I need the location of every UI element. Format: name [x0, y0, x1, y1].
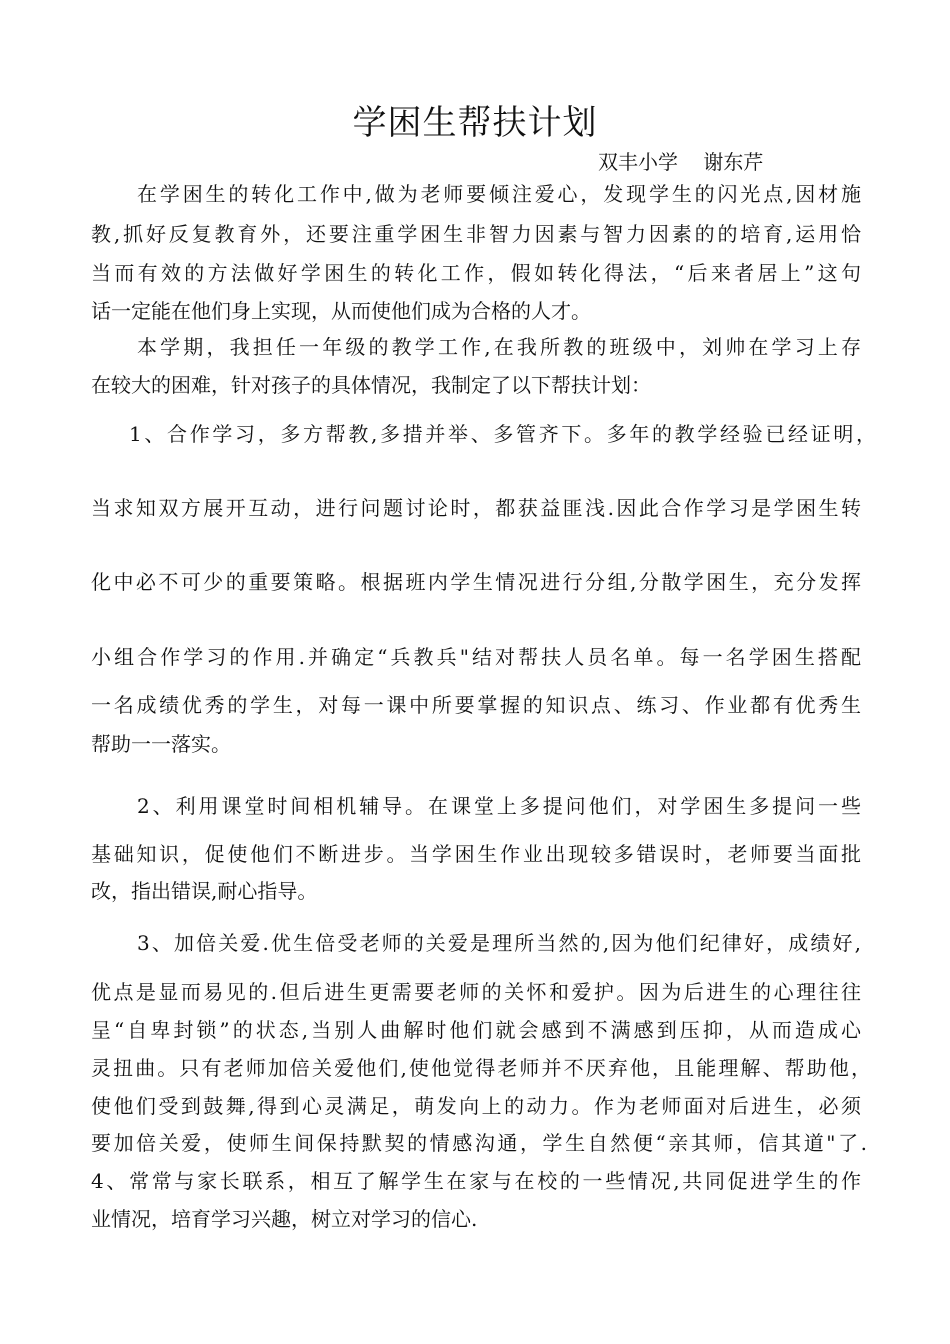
- text-line: 在学困生的转化工作中,做为老师要倾注爱心，发现学生的闪光点,因材施: [137, 182, 861, 206]
- text-line: 教,抓好反复教育外，还要注重学困生非智力因素与智力因素的的培育,运用恰: [91, 222, 861, 246]
- text-line: 使他们受到鼓舞,得到心灵满足，萌发向上的动力。作为老师面对后进生，必须: [91, 1094, 861, 1118]
- text-line: 3、加倍关爱.优生倍受老师的关爱是理所当然的,因为他们纪律好，成绩好,: [137, 931, 861, 955]
- text-line: 一名成绩优秀的学生，对每一课中所要掌握的知识点、练习、作业都有优秀生: [91, 693, 861, 717]
- text-line: 呈“自卑封锁”的状态,当别人曲解时他们就会感到不满感到压抑，从而造成心: [91, 1018, 861, 1042]
- text-line: 业情况，培育学习兴趣，树立对学习的信心.: [91, 1207, 478, 1231]
- text-line: 本学期，我担任一年级的教学工作,在我所教的班级中，刘帅在学习上存: [137, 335, 861, 359]
- text-line: 当求知双方展开互动，进行问题讨论时，都获益匪浅.因此合作学习是学困生转: [91, 496, 861, 520]
- text-line: 帮助一一落实。: [91, 732, 231, 756]
- text-line: 2、利用课堂时间相机辅导。在课堂上多提问他们，对学困生多提问一些: [137, 794, 861, 818]
- text-line: 在较大的困难，针对孩子的具体情况，我制定了以下帮扶计划：: [91, 373, 651, 397]
- text-line: 灵扭曲。只有老师加倍关爱他们,使他觉得老师并不厌弃他，且能理解、帮助他，: [91, 1056, 871, 1080]
- document-title: 学困生帮扶计划: [352, 103, 598, 143]
- text-line: 要加倍关爱，使师生间保持默契的情感沟通，学生自然便“亲其师，信其道"了.: [91, 1131, 867, 1155]
- text-line: 基础知识，促使他们不断进步。当学困生作业出现较多错误时，老师要当面批: [91, 842, 861, 866]
- text-line: 1、合作学习，多方帮教,多措并举、多管齐下。多年的教学经验已经证明，: [129, 422, 876, 446]
- author-line: 双丰小学 谢东芹: [598, 150, 764, 174]
- text-line: 当而有效的方法做好学困生的转化工作，假如转化得法，“后来者居上”这句: [91, 261, 861, 285]
- text-line: 改，指出错误,耐心指导。: [91, 879, 318, 903]
- text-line: 小组合作学习的作用.并确定“兵教兵"结对帮扶人员名单。每一名学困生搭配: [91, 645, 861, 669]
- text-line: 优点是显而易见的.但后进生更需要老师的关怀和爱护。因为后进生的心理往往: [91, 980, 861, 1004]
- text-line: 化中必不可少的重要策略。根据班内学生情况进行分组,分散学困生，充分发挥: [91, 570, 861, 594]
- text-line: 4、常常与家长联系，相互了解学生在家与在校的一些情况,共同促进学生的作: [91, 1169, 861, 1193]
- text-line: 话一定能在他们身上实现，从而使他们成为合格的人才。: [91, 299, 591, 323]
